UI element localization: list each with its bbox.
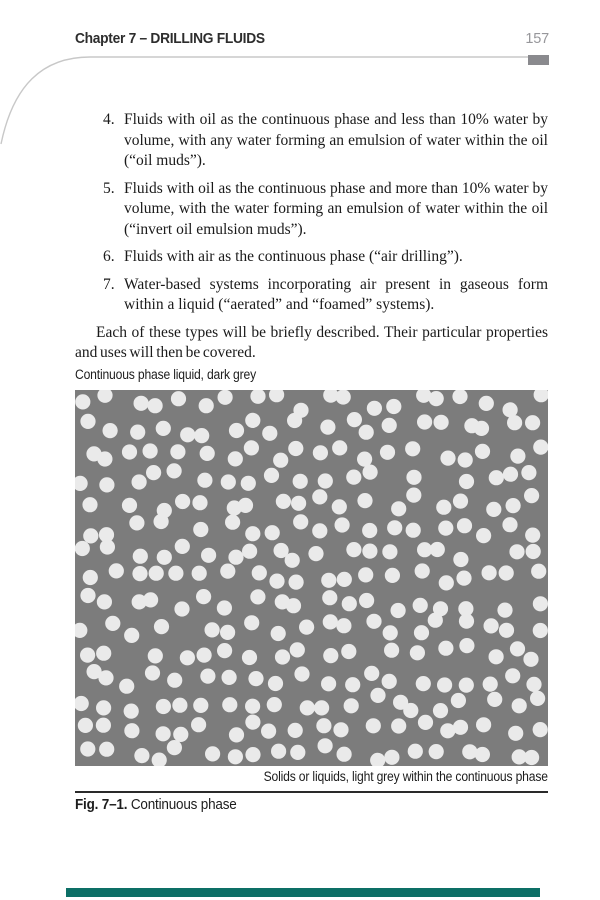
- running-header: [75, 31, 265, 47]
- figure-panel: [75, 390, 548, 766]
- figure-caption: [75, 797, 237, 813]
- caption-rule: [75, 791, 548, 793]
- header-corner-square: [528, 55, 549, 65]
- numbered-list: [75, 110, 548, 316]
- figure-caption-label: Fig. 7–1.: [75, 797, 128, 813]
- figure-canvas: [75, 390, 548, 766]
- list-item-text: Fluids with air as the continuous phase (“air drilling”).: [124, 248, 463, 265]
- list-item: [75, 247, 548, 268]
- page-number: 157: [525, 31, 549, 47]
- list-item: [75, 179, 548, 241]
- list-item-number: 4.: [103, 111, 115, 128]
- list-item-text: Fluids with oil as the continuous phase and less than 10% water by volume, with any water forming an emulsion of water within the oil (“oil muds”).: [124, 111, 548, 169]
- list-item: [75, 275, 548, 316]
- figure-bottom-label: Solids or liquids, light grey within the continuous phase: [263, 769, 548, 784]
- list-item-number: 7.: [103, 275, 115, 293]
- chapter-label: Chapter 7 –: [75, 31, 147, 47]
- list-item-text: Water-based systems incorporating air present in gaseous form within a liquid (“aerated” and “foamed” systems).: [124, 275, 548, 313]
- list-item: [75, 110, 548, 172]
- list-item-text: Fluids with oil as the continuous phase and more than 10% water by volume, with the water forming an emulsion of water within the oil (“invert oil emulsion muds”).: [124, 179, 548, 238]
- chapter-title: DRILLING FLUIDS: [150, 31, 265, 47]
- text-block: [75, 110, 548, 364]
- body-paragraph: Each of these types will be briefly described. Their particular properties and uses will then be covered.: [75, 323, 548, 361]
- list-item-number: 5.: [103, 179, 115, 197]
- list-item-number: 6.: [103, 248, 115, 265]
- figure-caption-text: Continuous phase: [130, 797, 237, 813]
- footer-bar: [66, 888, 540, 897]
- figure-top-label: Continuous phase liquid, dark grey: [75, 367, 256, 382]
